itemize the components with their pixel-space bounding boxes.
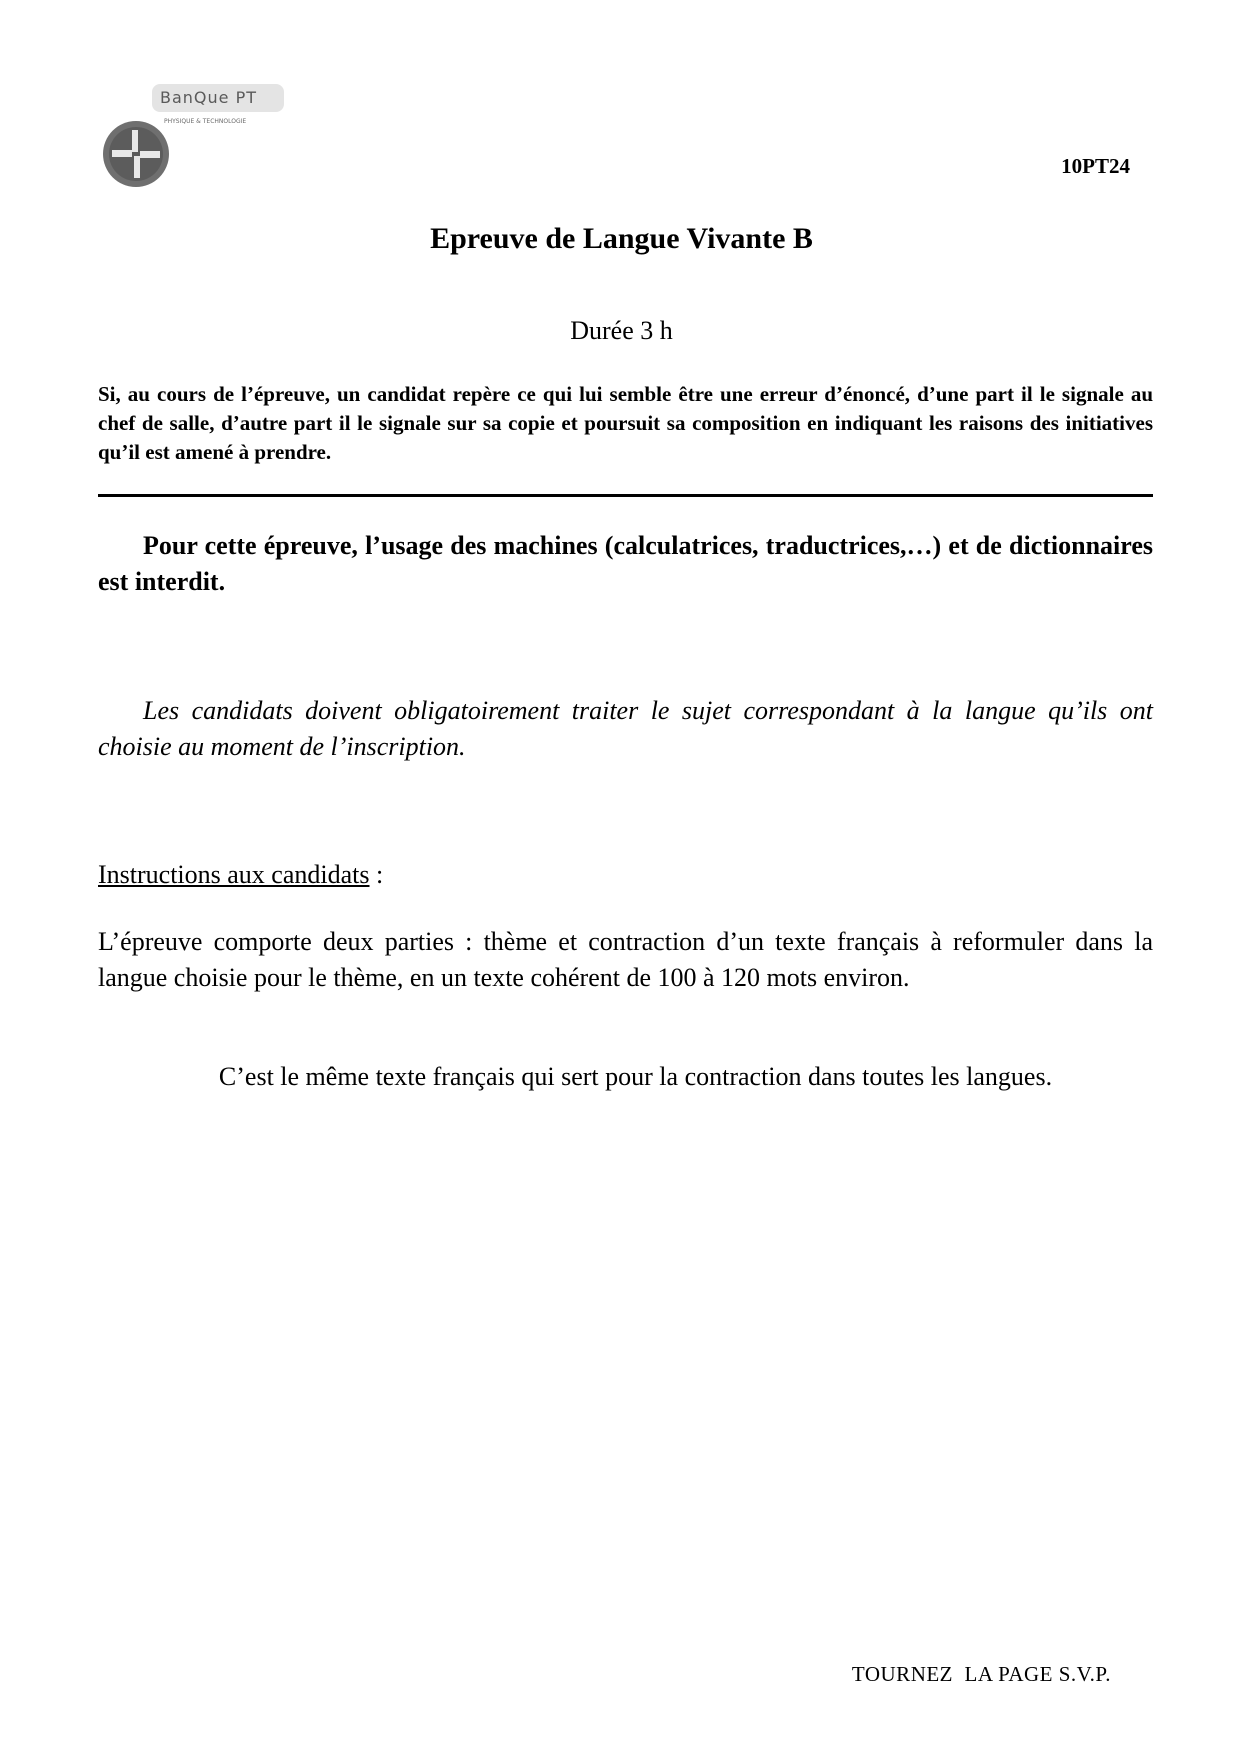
forbidden-devices-notice: Pour cette épreuve, l’usage des machines (calculatrices, traductrices,…) et de dictionnaires est interdit. xyxy=(98,531,1153,596)
instructions-heading-suffix: : xyxy=(369,860,384,889)
instructions-heading-text: Instructions aux candidats xyxy=(98,860,370,889)
logo-brand: BanQue PT xyxy=(160,88,258,107)
exam-title: Epreuve de Langue Vivante B xyxy=(430,222,813,255)
exam-duration: Durée 3 h xyxy=(570,316,673,345)
banque-pt-logo xyxy=(102,84,292,188)
logo-subtitle: PHYSIQUE & TECHNOLOGIE xyxy=(164,118,247,125)
horizontal-rule xyxy=(98,494,1153,497)
error-notice: Si, au cours de l’épreuve, un candidat repère ce qui lui semble être une erreur d’énoncé, d’une part il le signale au chef de salle, d’autre part il le signale sur sa copie et poursuit sa composition en indiquant les raisons des initiatives qu’il est amené à prendre. xyxy=(98,382,1153,464)
turn-page-footer: TOURNEZ LA PAGE S.V.P. xyxy=(851,1662,1111,1686)
instructions-body: L’épreuve comporte deux parties : thème et contraction d’un texte français à reformuler dans la langue choisie pour le thème, en un texte cohérent de 100 à 120 mots environ. xyxy=(98,927,1153,992)
candidates-language-note: Les candidats doivent obligatoirement traiter le sujet correspondant à la langue qu’ils ont choisie au moment de l’inscription. xyxy=(98,696,1153,761)
instructions-heading xyxy=(98,860,383,890)
exam-code: 10PT24 xyxy=(1061,154,1130,178)
same-text-note: C’est le même texte français qui sert pour la contraction dans toutes les langues. xyxy=(218,1062,1053,1091)
banque-pt-emblem-icon xyxy=(102,120,170,188)
